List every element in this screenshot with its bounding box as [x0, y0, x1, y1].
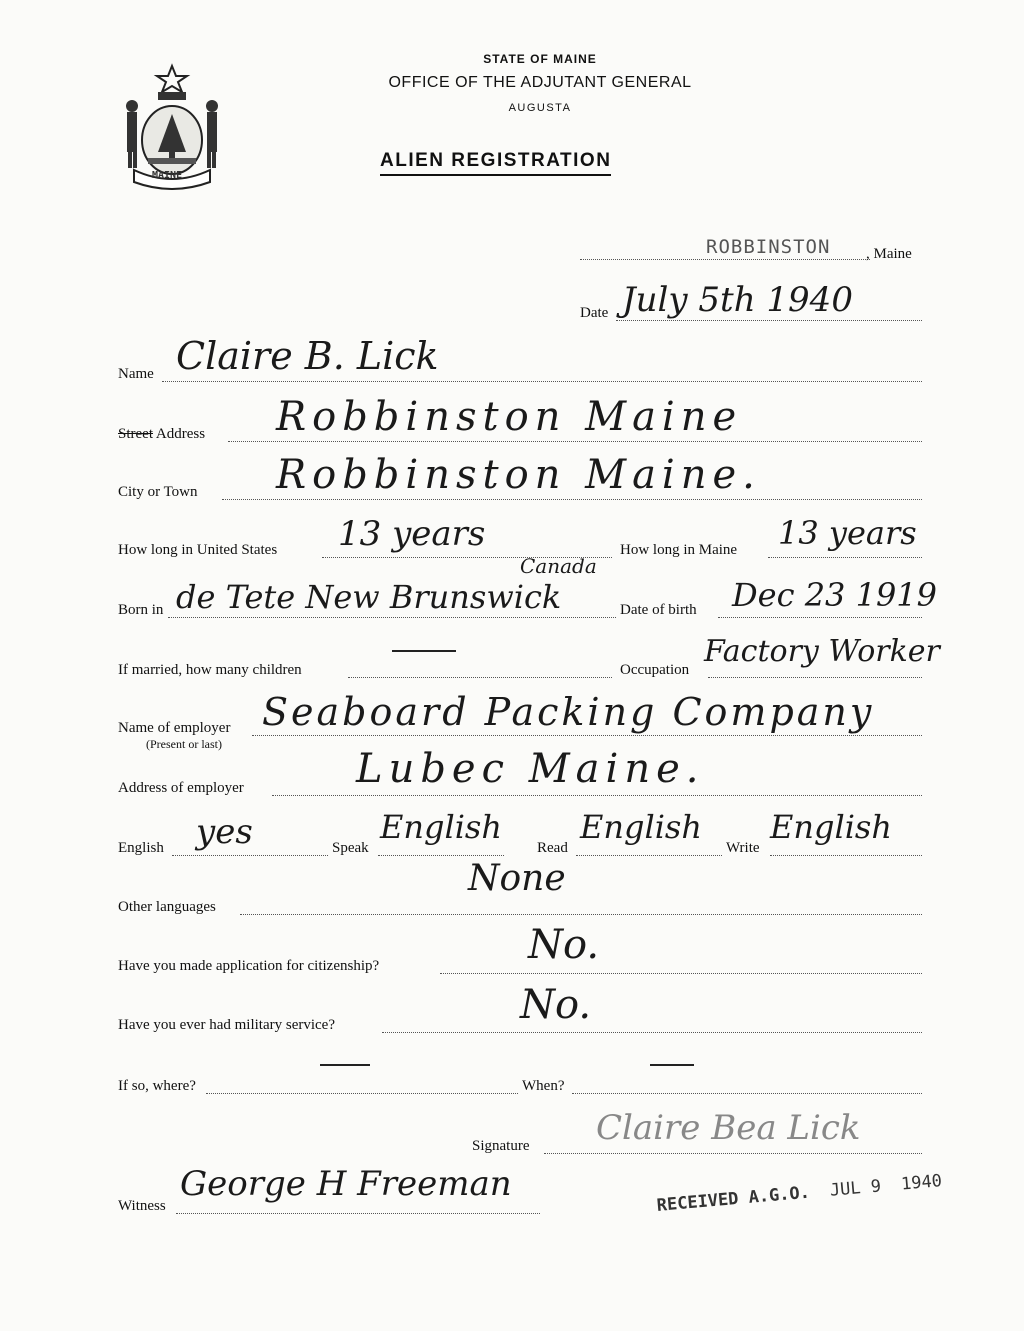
- english-label: English: [118, 840, 164, 856]
- speak-value: English: [380, 808, 502, 846]
- street-struck-text: Street: [118, 426, 153, 442]
- children-line: [348, 677, 612, 678]
- signature-line: [544, 1153, 922, 1154]
- received-stamp: [656, 1171, 943, 1216]
- other-languages-label: Other languages: [118, 899, 216, 915]
- write-value: English: [770, 808, 892, 846]
- date-of-birth-value: Dec 23 1919: [732, 576, 938, 614]
- city-town-value: Robbinston Maine.: [276, 452, 761, 498]
- header-state: STATE OF MAINE: [483, 52, 597, 66]
- if-so-dash-2: [650, 1064, 694, 1066]
- if-so-where-line: [206, 1093, 518, 1094]
- occupation-value: Factory Worker: [704, 634, 940, 669]
- when-line: [572, 1093, 922, 1094]
- military-line: [382, 1032, 922, 1033]
- born-in-note: Canada: [520, 554, 597, 578]
- write-label: Write: [726, 840, 760, 856]
- military-label: Have you ever had military service?: [118, 1017, 335, 1033]
- how-long-maine-value: 13 years: [778, 514, 917, 552]
- employer-label: Name of employer: [118, 720, 231, 736]
- street-address-value: Robbinston Maine: [276, 394, 743, 440]
- witness-line: [176, 1213, 540, 1214]
- employer-address-line: [272, 795, 922, 796]
- read-line: [576, 855, 722, 856]
- date-of-birth-label: Date of birth: [620, 602, 697, 618]
- other-languages-line: [240, 914, 922, 915]
- citizenship-line: [440, 973, 922, 974]
- english-line: [172, 855, 328, 856]
- header-city: AUGUSTA: [508, 102, 572, 114]
- born-in-line: [168, 617, 616, 618]
- signature-value: Claire Bea Lick: [596, 1108, 861, 1148]
- children-label: If married, how many children: [118, 662, 302, 678]
- page-title: ALIEN REGISTRATION: [380, 150, 611, 176]
- citizenship-value: No.: [528, 922, 600, 968]
- military-value: No.: [520, 982, 592, 1028]
- occupation-line: [708, 677, 922, 678]
- employer-line: [252, 735, 922, 736]
- received-stamp-date: JUL 9: [829, 1176, 882, 1201]
- employer-note: (Present or last): [146, 737, 222, 751]
- if-so-where-label: If so, where?: [118, 1078, 196, 1094]
- address-text: Address: [153, 426, 206, 442]
- write-line: [770, 855, 922, 856]
- employer-address-value: Lubec Maine.: [356, 746, 705, 792]
- witness-label: Witness: [118, 1198, 166, 1214]
- how-long-us-label: How long in United States: [118, 542, 278, 558]
- city-town-label: City or Town: [118, 484, 198, 500]
- speak-line: [378, 855, 504, 856]
- citizenship-label: Have you made application for citizenship?: [118, 958, 380, 974]
- employer-value: Seaboard Packing Company: [262, 690, 875, 734]
- speak-label: Speak: [332, 840, 369, 856]
- received-stamp-label: RECEIVED A.G.O.: [656, 1182, 811, 1216]
- seal-ribbon-text: MAINE: [152, 170, 183, 181]
- street-address-label: [118, 426, 205, 443]
- how-long-maine-line: [768, 557, 922, 558]
- born-in-label: Born in: [118, 602, 164, 618]
- english-value: yes: [196, 812, 253, 852]
- name-value: Claire B. Lick: [176, 334, 439, 378]
- read-label: Read: [537, 840, 568, 856]
- witness-value: George H Freeman: [180, 1164, 512, 1204]
- street-line: [228, 441, 922, 442]
- header-office: OFFICE OF THE ADJUTANT GENERAL: [388, 74, 692, 91]
- born-in-value: de Tete New Brunswick: [176, 578, 562, 616]
- name-line: [162, 381, 922, 382]
- children-value: [392, 650, 456, 652]
- if-so-dash-1: [320, 1064, 370, 1066]
- how-long-maine-label: How long in Maine: [620, 542, 738, 558]
- date-line: [616, 320, 922, 321]
- town-line: [580, 259, 870, 260]
- dob-line: [718, 617, 922, 618]
- city-line: [222, 499, 922, 500]
- received-stamp-year: 1940: [900, 1171, 943, 1195]
- other-languages-value: None: [468, 858, 566, 899]
- town-stamp: ROBBINSTON: [706, 236, 831, 258]
- how-long-us-value: 13 years: [338, 514, 486, 554]
- maine-suffix: , Maine: [866, 246, 912, 262]
- date-value: July 5th 1940: [622, 280, 853, 320]
- name-label: Name: [118, 366, 154, 382]
- employer-address-label: Address of employer: [118, 780, 244, 796]
- signature-label: Signature: [472, 1138, 530, 1154]
- when-label: When?: [522, 1078, 565, 1094]
- date-label: Date: [580, 305, 609, 321]
- read-value: English: [580, 808, 702, 846]
- occupation-label: Occupation: [620, 662, 690, 678]
